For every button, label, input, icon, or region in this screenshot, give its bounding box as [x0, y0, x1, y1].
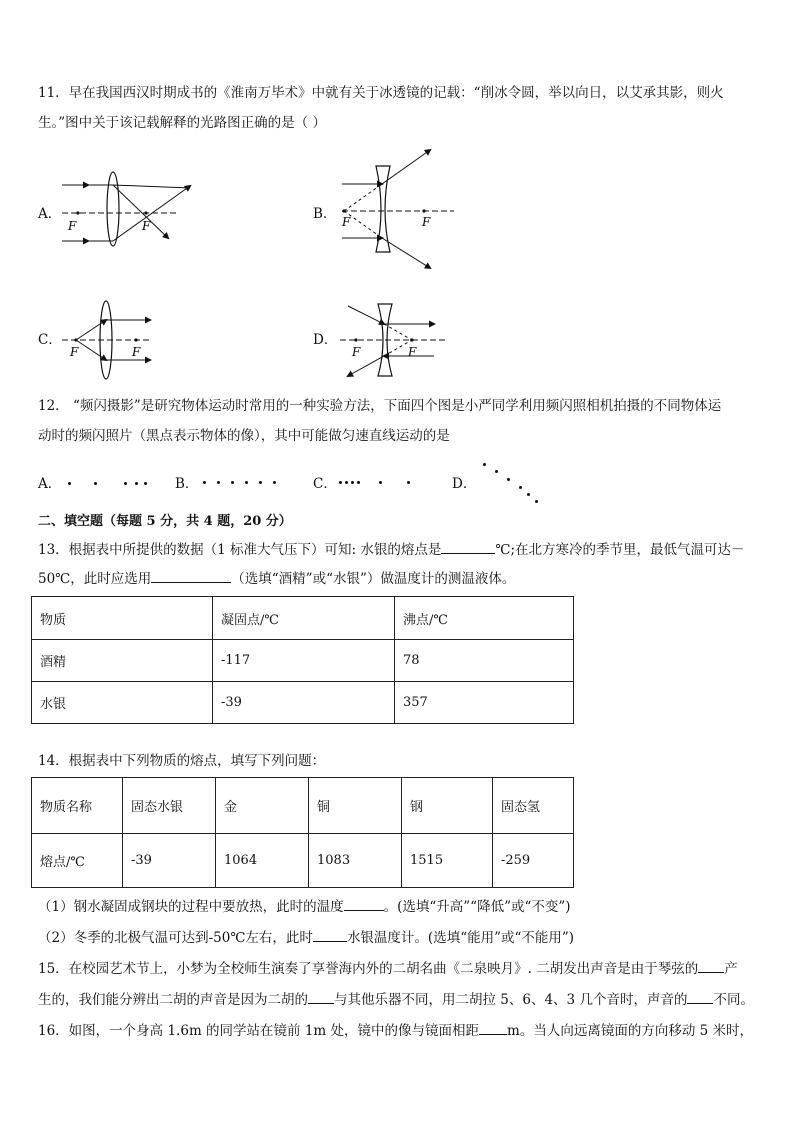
convex-lens-a [107, 172, 119, 246]
table-header: 沸点/℃ [395, 597, 574, 640]
q14-table [31, 777, 574, 888]
focal-label-left-c: F [70, 345, 79, 359]
focal-label-left-a: F [68, 219, 77, 233]
q11-diagram-c [58, 296, 158, 386]
table-header: 固态氢 [493, 778, 574, 834]
q13-line1: 13．根据表中所提供的数据（1 标准大气压下）可知: 水银的熔点是 ℃;在北方寒冷的季节里，最低气温可达－ [38, 539, 758, 560]
table-header: 金 [216, 778, 309, 834]
q12-option-c-label: C． [313, 476, 337, 492]
table-header: 固态水银 [123, 778, 216, 834]
q15-blank-1[interactable] [698, 958, 724, 973]
table-row [32, 597, 574, 640]
table-header: 物质名称 [32, 778, 123, 834]
q11-option-a-label: A． [38, 206, 62, 222]
q13-table [31, 596, 574, 724]
focal-point-right-a [144, 211, 147, 214]
q11-line2: 生。”图中关于该记载解释的光路图正确的是（ ） [38, 115, 326, 131]
q12-option-a-label: A． [38, 476, 62, 492]
q13-line2: 50℃，此时应选用 （选填“酒精”或“水银”）做温度计的测温液体。 [38, 568, 758, 589]
table-header: 物质 [32, 597, 213, 640]
q15-line2: 生的，我们能分辨出二胡的声音是因为二胡的 与其他乐器不同，用二胡拉 5、6、4、3 几个音时，声音的 不同。 [38, 989, 758, 1010]
q11-diagram-b [334, 148, 464, 270]
table-cell: 水银 [32, 682, 213, 724]
q11-option-d-label: D． [313, 332, 338, 348]
focal-label-right-d: F [408, 345, 417, 359]
focal-point-left-a [76, 211, 79, 214]
table-cell: 1515 [402, 834, 493, 888]
q14-blank-2[interactable] [313, 927, 347, 942]
q11-line1: 11．早在我国西汉时期成书的《淮南万毕术》中就有关于冰透镜的记载：“削冰令圆，举以向日，以艾承其影，则火 [38, 85, 724, 101]
focal-label-right-c: F [132, 345, 141, 359]
q13-blank-2[interactable] [151, 568, 231, 583]
q12-dots-d [475, 460, 545, 506]
table-cell: -259 [493, 834, 574, 888]
table-row [32, 778, 574, 834]
q13-blank-1[interactable] [441, 539, 495, 554]
q11-diagram-a [58, 168, 198, 250]
q14-sub1: （1）钢水凝固成钢块的过程中要放热，此时的温度 。(选填“升高”“降低”或“不变”) [38, 896, 758, 917]
q12-dots-c [333, 479, 423, 489]
focal-label-right-b: F [422, 215, 431, 229]
table-row [32, 834, 574, 888]
q15-blank-2[interactable] [308, 989, 334, 1004]
table-row [32, 682, 574, 724]
q16-blank-1[interactable] [479, 1020, 507, 1035]
q12-dots-b [195, 479, 285, 489]
table-header: 凝固点/℃ [213, 597, 395, 640]
table-cell: -117 [213, 640, 395, 682]
focal-label-left-d: F [352, 345, 361, 359]
table-header: 铜 [309, 778, 402, 834]
q12-option-b-label: B． [175, 476, 199, 492]
q11-option-c-label: C． [38, 332, 62, 348]
table-cell: -39 [123, 834, 216, 888]
table-cell: 熔点/℃ [32, 834, 123, 888]
table-cell: 1064 [216, 834, 309, 888]
q15-blank-3[interactable] [687, 989, 713, 1004]
table-header: 钢 [402, 778, 493, 834]
q12-dots-a [58, 479, 158, 489]
table-row [32, 640, 574, 682]
table-cell: 酒精 [32, 640, 213, 682]
table-cell: -39 [213, 682, 395, 724]
table-cell: 357 [395, 682, 574, 724]
q16-line1: 16．如图，一个身高 1.6m 的同学站在镜前 1m 处，镜中的像与镜面相距 m。当人向远离镜面的方向移动 5 米时， [38, 1020, 758, 1041]
q14-blank-1[interactable] [344, 896, 384, 911]
focal-label-right-a: F [142, 219, 151, 233]
focal-label-left-b: F [342, 215, 351, 229]
q12-line2: 动时的频闪照片（黑点表示物体的像），其中可能做匀速直线运动的是 [38, 428, 450, 444]
q14-sub2: （2）冬季的北极气温可达到-50℃左右，此时 水银温度计。(选填“能用”或“不能用”) [38, 927, 758, 948]
q12-line1: 12． “频闪摄影”是研究物体运动时常用的一种实验方法，下面四个图是小严同学利用频闪照相机拍摄的不同物体运 [38, 398, 722, 414]
table-cell: 1083 [309, 834, 402, 888]
table-cell: 78 [395, 640, 574, 682]
q14-line1: 14．根据表中下列物质的熔点，填写下列问题： [38, 753, 326, 769]
q12-option-d-label: D． [452, 476, 477, 492]
section-heading: 二、填空题（每题 5 分，共 4 题，20 分） [38, 514, 292, 529]
q15-line1: 15．在校园艺术节上，小梦为全校师生演奏了享誉海内外的二胡名曲《二泉映月》. 二胡发出声音是由于琴弦的 产 [38, 958, 758, 979]
q11-diagram-d [334, 296, 454, 386]
q11-option-b-label: B． [313, 206, 337, 222]
